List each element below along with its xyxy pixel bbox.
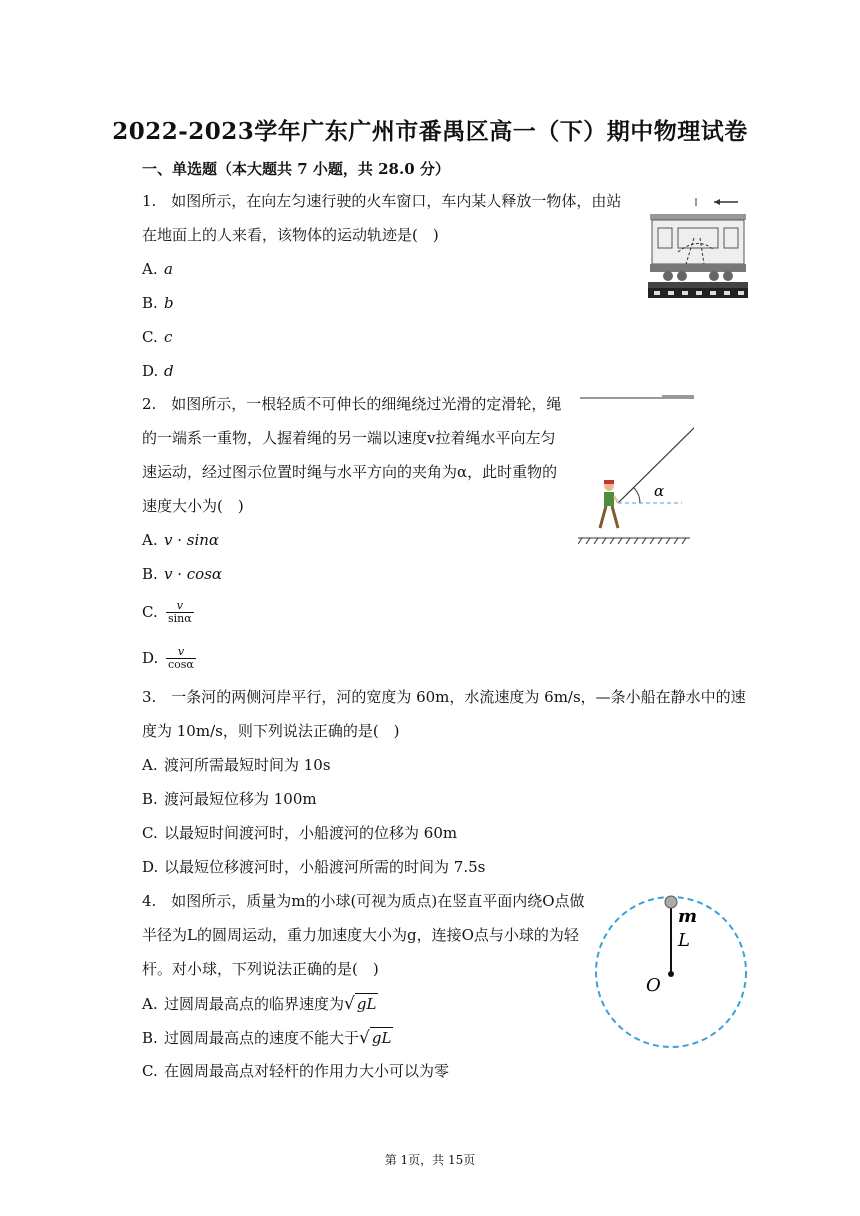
q1-stem-line2: 在地面上的人来看，该物体的运动轨迹是( ) — [142, 226, 439, 244]
center-label: O — [646, 975, 661, 996]
train-figure — [648, 192, 748, 300]
q1-option-b: B. b — [142, 294, 174, 312]
q2-option-a: A. v · sinα — [142, 531, 220, 549]
q1-option-a: A. a — [142, 260, 173, 278]
section-heading: 一、单选题（本大题共 7 小题，共 28.0 分） — [142, 160, 450, 178]
q2-option-d: D. $\frac{v}{\cos\alpha}$ — [142, 645, 194, 671]
q2-option-c: C. $\frac{v}{\sin\alpha}$ — [142, 599, 192, 625]
q4-stem-line1: 4. 如图所示，质量为m的小球(可视为质点)在竖直平面内绕O点做 — [142, 892, 585, 910]
q4-option-a: A. 过圆周最高点的临界速度为√ gL — [142, 994, 377, 1014]
q3-option-d: D. 以最短位移渡河时，小船渡河所需的时间为 7.5s — [142, 858, 486, 876]
page-footer: 第 1页，共 15页 — [384, 1153, 476, 1167]
length-label: L — [678, 930, 690, 951]
q4-option-b: B. 过圆周最高点的速度不能大于√ gL — [142, 1028, 392, 1048]
q1-stem-line1: 1. 如图所示，在向左匀速行驶的火车窗口，车内某人释放一物体，由站 — [142, 192, 622, 210]
fraction: $\frac{v}{\sin\alpha}$ — [168, 599, 192, 625]
q3-stem-line1: 3. 一条河的两侧河岸平行，河的宽度为 60m，水流速度为 6m/s，—条小船在静水中的速 — [142, 688, 746, 706]
q2-stem-line4: 速度大小为( ) — [142, 497, 244, 515]
page-title: 2022-2023学年广东广州市番禺区高一（下）期中物理试卷 — [112, 118, 748, 145]
q2-stem-line2: 的一端系一重物，人握着绳的另一端以速度v拉着绳水平向左匀 — [142, 429, 556, 447]
q3-option-a: A. 渡河所需最短时间为 10s — [142, 756, 331, 774]
q4-stem-line2: 半径为L的圆周运动，重力加速度大小为g，连接O点与小球的为轻 — [142, 926, 579, 944]
fraction: $\frac{v}{\cos\alpha}$ — [168, 645, 194, 671]
circle-figure — [592, 890, 752, 1054]
q4-stem-line3: 杆。对小球，下列说法正确的是( ) — [142, 960, 379, 978]
alpha-label: α — [654, 482, 665, 500]
q1-option-c: C. c — [142, 328, 173, 346]
q1-option-d: D. d — [142, 362, 174, 380]
mass-label: m — [678, 906, 698, 927]
q3-option-c: C. 以最短时间渡河时，小船渡河的位移为 60m — [142, 824, 458, 842]
q2-option-b: B. v · cosα — [142, 565, 223, 583]
q3-stem-line2: 度为 10m/s，则下列说法正确的是( ) — [142, 722, 400, 740]
q2-stem-line1: 2. 如图所示，一根轻质不可伸长的细绳绕过光滑的定滑轮，绳 — [142, 395, 562, 413]
pulley-figure — [578, 392, 694, 550]
q3-option-b: B. 渡河最短位移为 100m — [142, 790, 317, 808]
q2-stem-line3: 速运动，经过图示位置时绳与水平方向的夹角为α，此时重物的 — [142, 463, 558, 481]
q4-option-c: C. 在圆周最高点对轻杆的作用力大小可以为零 — [142, 1062, 450, 1080]
